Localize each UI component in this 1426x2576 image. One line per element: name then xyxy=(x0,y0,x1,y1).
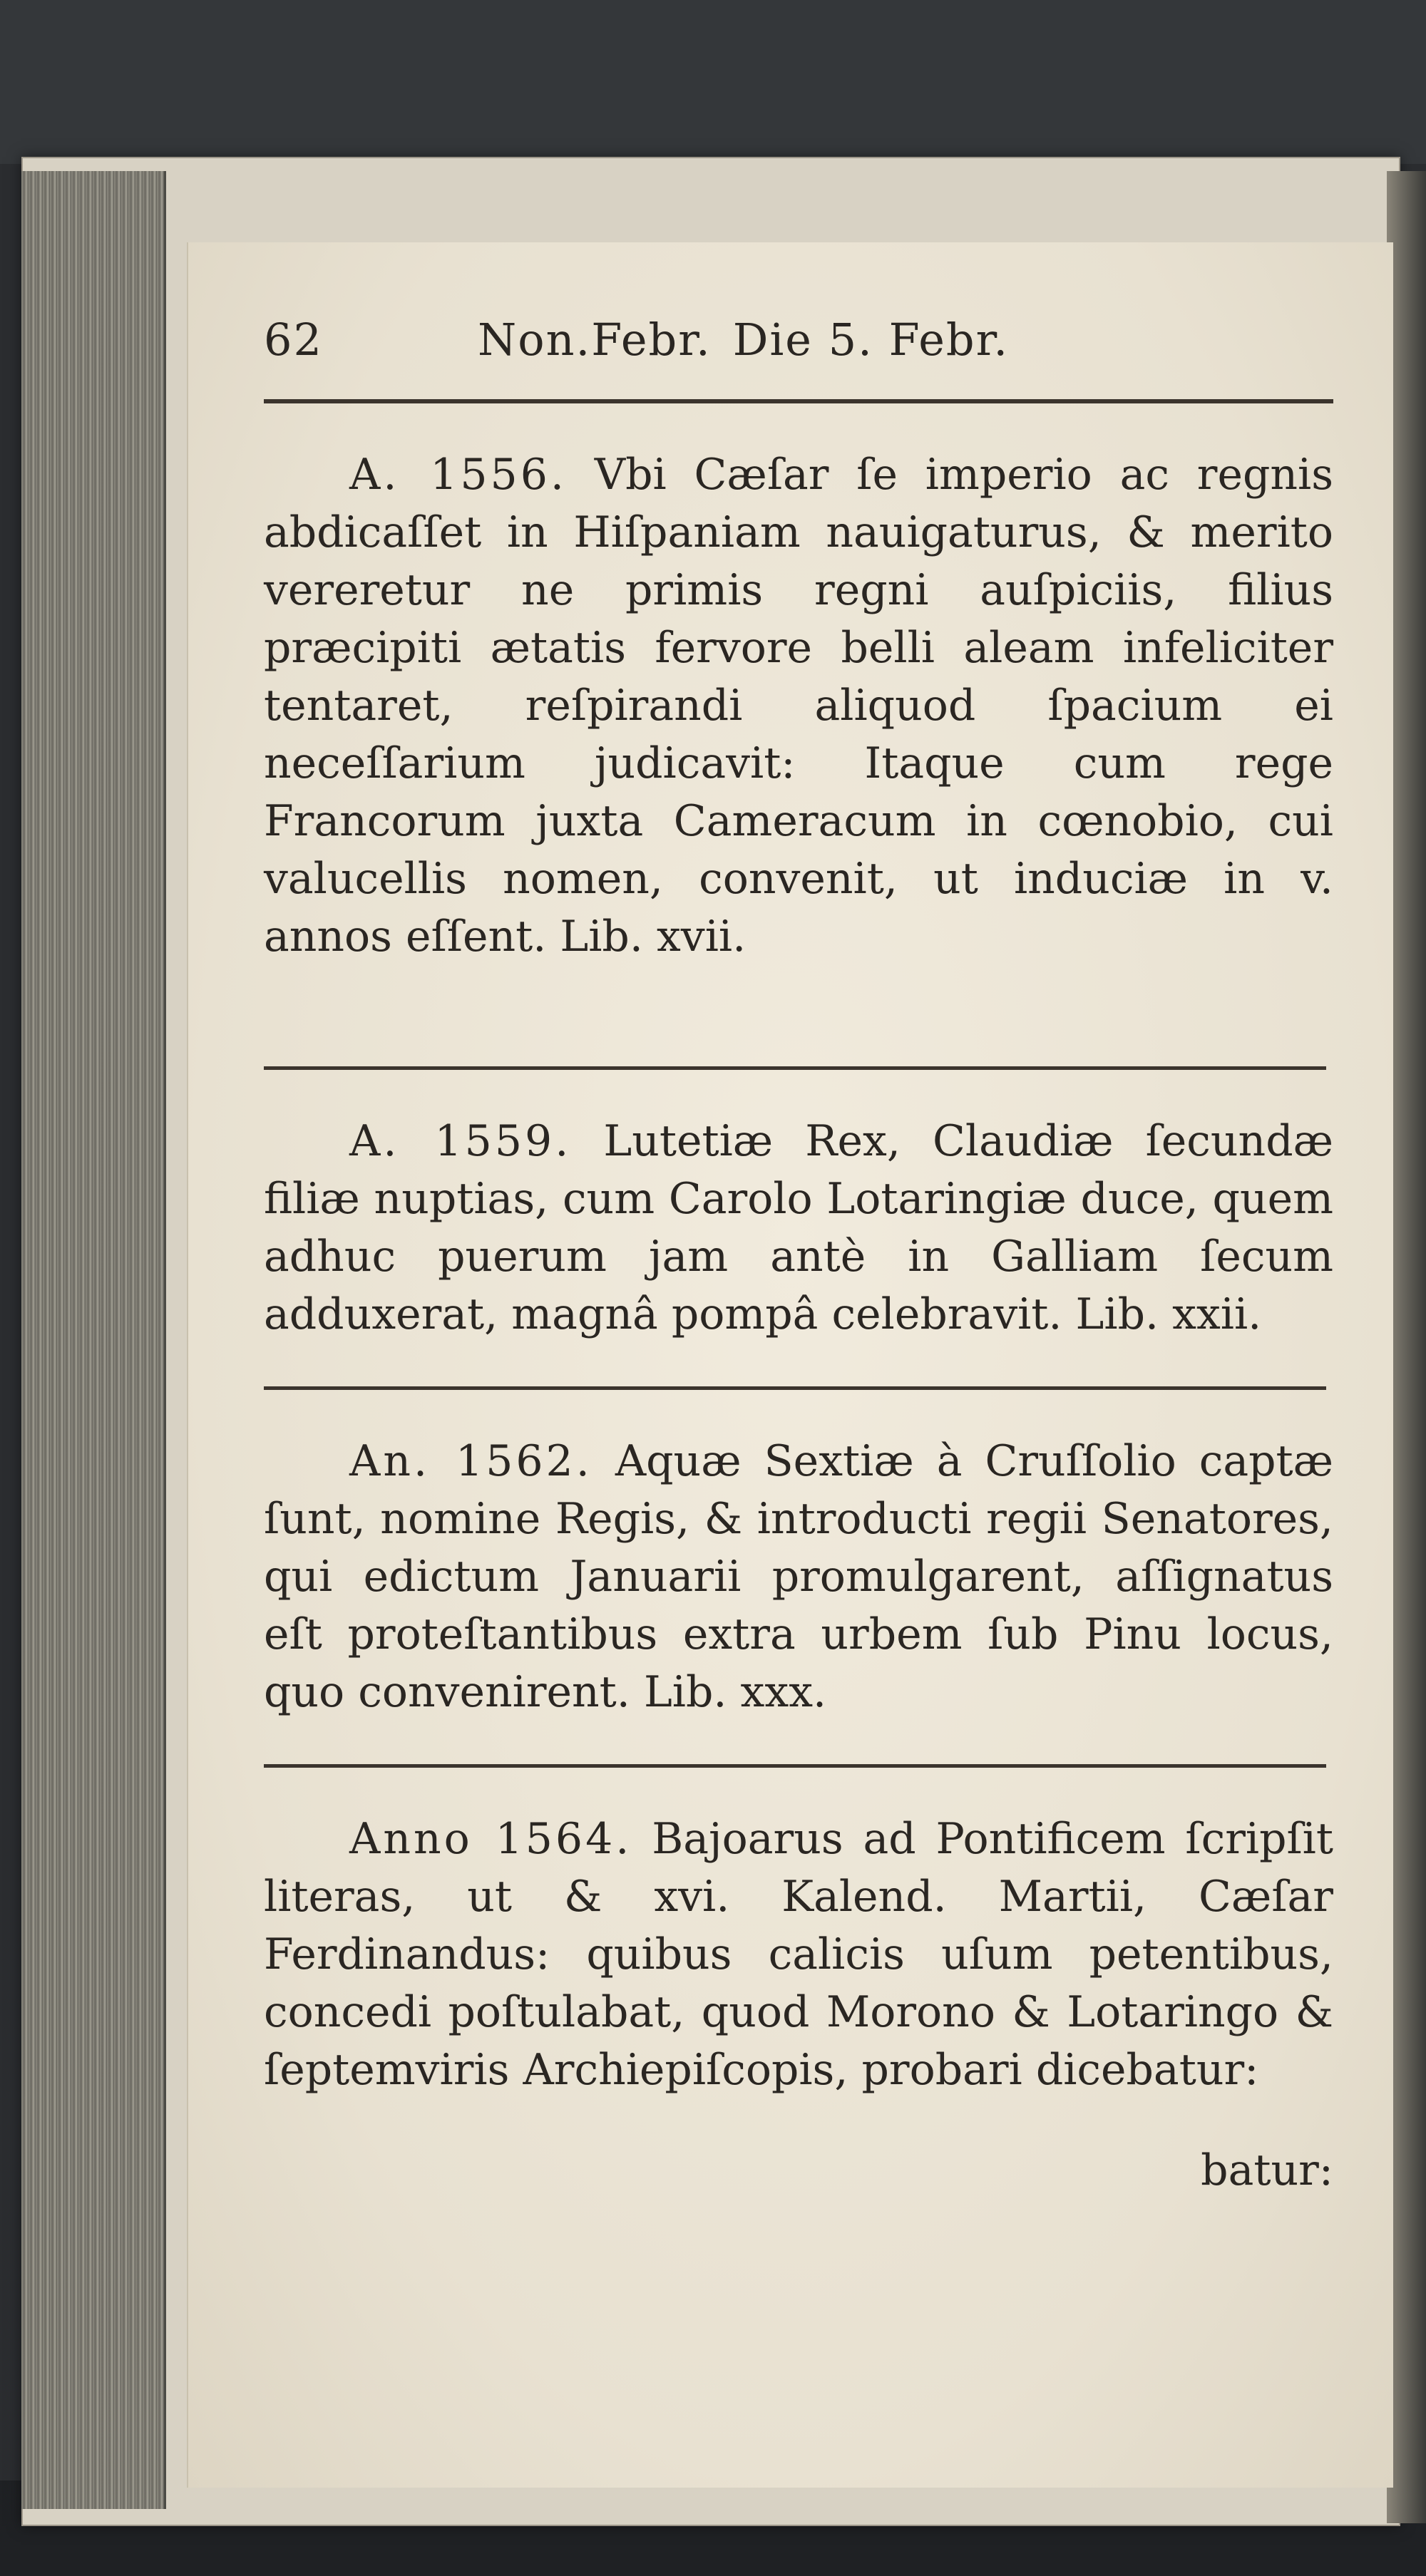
entry xyxy=(264,1810,1348,2099)
page-text xyxy=(264,314,1348,2200)
entry-paragraph xyxy=(264,1113,1333,1344)
page-edges xyxy=(21,171,166,2509)
section-rule xyxy=(264,1764,1326,1768)
entry-year: A. 1556. xyxy=(349,450,567,500)
entry xyxy=(264,1113,1348,1344)
entry-body: Lutetiæ Rex, Claudiæ ſecundæ filiæ nuptias, cum Carolo Lotaringiæ duce, quem adhuc puerum jam antè in Galliam ſecum adduxerat, magnâ pompâ celebravit. Lib. xxii. xyxy=(264,1116,1334,1339)
catchword: batur: xyxy=(1201,2145,1333,2195)
entry-year: A. 1559. xyxy=(349,1116,572,1166)
backdrop xyxy=(0,0,1426,164)
section-rule xyxy=(264,1386,1326,1390)
section-rule xyxy=(264,1066,1326,1070)
entry-paragraph xyxy=(264,446,1333,966)
entry-paragraph xyxy=(264,1810,1333,2099)
page-number: 62 xyxy=(264,314,323,366)
entry-body: Bajoarus ad Pontificem ſcripſit literas, ut & xvi. Kalend. Martii, Cæſar Ferdinandus: quibus calicis uſum petentibus, concedi poſtulabat, quod Morono & Lotaringo & ſeptemviris Archiepiſcopis, probari dicebatur: xyxy=(264,1814,1333,2095)
entry xyxy=(264,446,1348,966)
entry-body: Vbi Cæſar ſe imperio ac regnis abdicaſſet in Hiſpaniam nauigaturus, & merito vereretur ne primis regni auſpiciis, filius præcipiti ætatis fervore belli aleam infeliciter tentaret, reſpirandi aliquod ſpacium ei neceſſarium judicavit: Itaque cum rege Francorum juxta Cameracum in cœnobio, cui valucellis nomen, convenit, ut induciæ in v. annos eſſent. Lib. xvii. xyxy=(264,450,1334,962)
running-head xyxy=(264,314,1348,385)
running-head-right: Die 5. Febr. xyxy=(732,314,1010,366)
spacer xyxy=(264,1009,1348,1066)
entry-paragraph xyxy=(264,1433,1333,1721)
running-head-left: Non.Febr. xyxy=(478,314,712,366)
entry-year: An. 1562. xyxy=(349,1436,593,1486)
entry-body: Aquæ Sextiæ à Cruſſolio captæ ſunt, nomine Regis, & introducti regii Senatores, qui edictum Januarii promulgarent, aſſignatus eſt proteſtantibus extra urbem ſub Pinu locus, quo convenirent. Lib. xxx. xyxy=(264,1436,1334,1717)
head-rule xyxy=(264,399,1333,403)
entry xyxy=(264,1433,1348,1721)
entry-year: Anno 1564. xyxy=(349,1814,632,1864)
